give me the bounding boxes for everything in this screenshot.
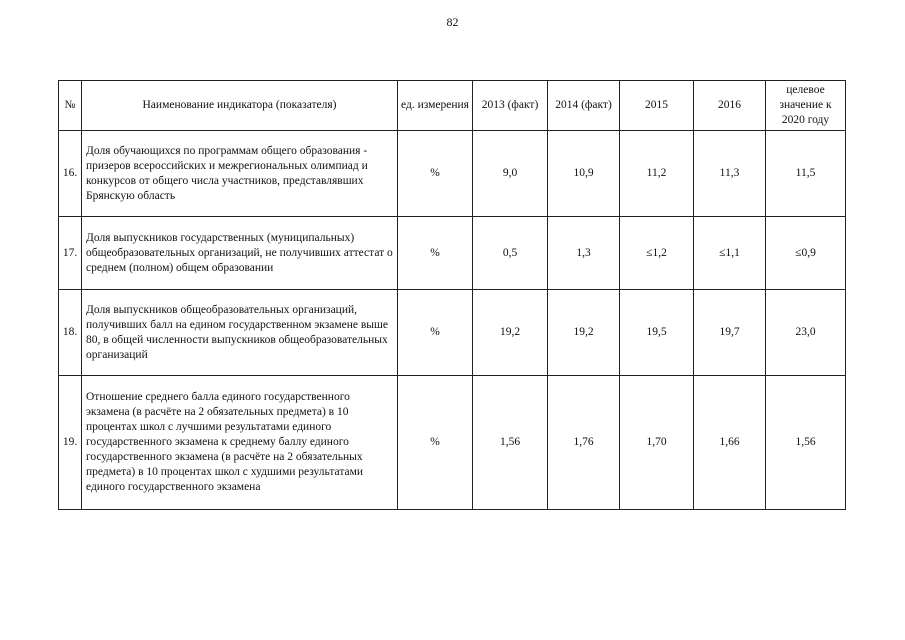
indicator-name: Доля выпускников государственных (муниципальных) общеобразовательных организаций, не получивших аттестат о среднем (полном) общем образовании — [82, 217, 398, 290]
header-2016: 2016 — [694, 81, 766, 131]
header-target-2020: целевое значение к 2020 году — [766, 81, 846, 131]
header-unit: ед. измерения — [398, 81, 473, 131]
value-2016: 19,7 — [694, 290, 766, 376]
header-indicator-name: Наименование индикатора (показателя) — [82, 81, 398, 131]
value-2015: 1,70 — [620, 376, 694, 510]
value-2013: 0,5 — [473, 217, 548, 290]
table-row — [59, 217, 846, 290]
indicators-table — [58, 80, 846, 510]
value-target: ≤0,9 — [766, 217, 846, 290]
page-number: 82 — [446, 15, 459, 29]
value-2013: 19,2 — [473, 290, 548, 376]
table-header-row — [59, 81, 846, 131]
value-2015: ≤1,2 — [620, 217, 694, 290]
value-2016: 11,3 — [694, 131, 766, 217]
header-2014: 2014 (факт) — [548, 81, 620, 131]
header-2013: 2013 (факт) — [473, 81, 548, 131]
value-target: 11,5 — [766, 131, 846, 217]
header-2015: 2015 — [620, 81, 694, 131]
header-number: № — [59, 81, 82, 131]
value-target: 23,0 — [766, 290, 846, 376]
value-2015: 11,2 — [620, 131, 694, 217]
value-2014: 10,9 — [548, 131, 620, 217]
row-number: 17. — [59, 217, 82, 290]
indicator-name: Доля выпускников общеобразовательных организаций, получивших балл на едином государственном экзамене выше 80, в общей численности выпускников общеобразовательных организаций — [82, 290, 398, 376]
value-2014: 1,3 — [548, 217, 620, 290]
unit-cell: % — [398, 131, 473, 217]
value-target: 1,56 — [766, 376, 846, 510]
indicator-name: Доля обучающихся по программам общего образования - призеров всероссийских и межрегиональных олимпиад и конкурсов от общего числа участников, представлявших Брянскую область — [82, 131, 398, 217]
indicator-name: Отношение среднего балла единого государственного экзамена (в расчёте на 2 обязательных предмета) в 10 процентах школ с лучшими результатами единого государственного экзамена к среднему баллу единого государственного экзамена (в расчёте на 2 обязательных предмета) в 10 процентах школ с худшими результатами единого государственного экзамена — [82, 376, 398, 510]
value-2013: 1,56 — [473, 376, 548, 510]
unit-cell: % — [398, 376, 473, 510]
unit-cell: % — [398, 217, 473, 290]
value-2016: ≤1,1 — [694, 217, 766, 290]
table-row — [59, 376, 846, 510]
value-2015: 19,5 — [620, 290, 694, 376]
row-number: 19. — [59, 376, 82, 510]
value-2014: 1,76 — [548, 376, 620, 510]
value-2016: 1,66 — [694, 376, 766, 510]
table-row — [59, 290, 846, 376]
table-row — [59, 131, 846, 217]
value-2014: 19,2 — [548, 290, 620, 376]
value-2013: 9,0 — [473, 131, 548, 217]
row-number: 16. — [59, 131, 82, 217]
unit-cell: % — [398, 290, 473, 376]
row-number: 18. — [59, 290, 82, 376]
